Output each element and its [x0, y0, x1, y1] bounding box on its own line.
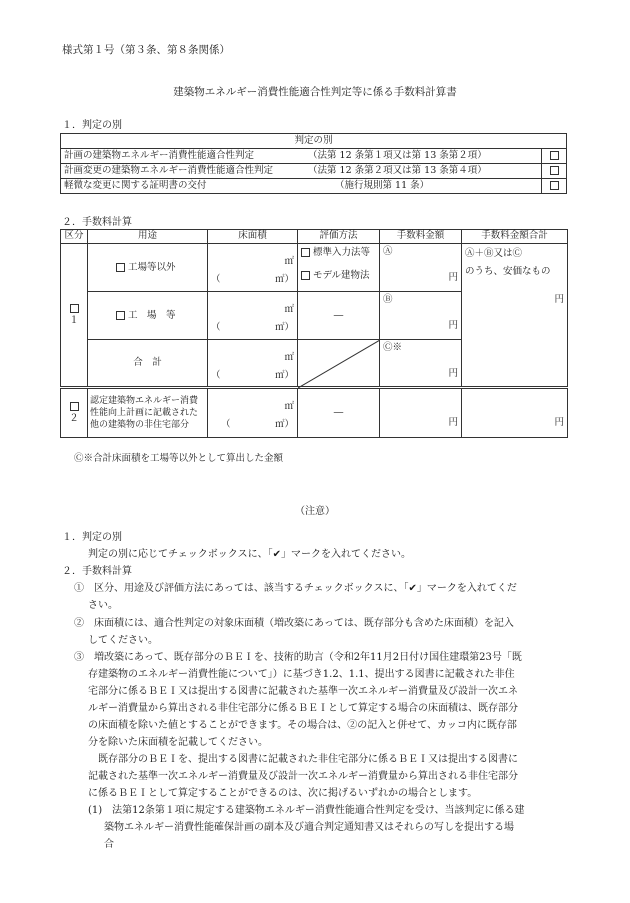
note-sub1-line: 築物エネルギー消費性能確保計画の副本及び適合判定通知書又はそれらの写しを提出する場 — [104, 822, 514, 833]
paren-open: （ — [211, 370, 221, 381]
table-row — [61, 179, 567, 194]
method-standard: 標準入力法等 — [313, 247, 371, 258]
area-unit: ㎡ — [284, 352, 294, 363]
category-number: ２ — [69, 413, 79, 424]
sum-text-1: Ⓐ＋Ⓑ又はⒸ — [465, 248, 523, 259]
method-model: モデル建物法 — [313, 270, 370, 281]
checkbox[interactable] — [550, 181, 559, 190]
fee-mark-c: Ⓒ※ — [383, 342, 403, 353]
judgment-type-table — [60, 133, 567, 194]
checkbox[interactable] — [550, 151, 559, 160]
area-unit: ㎡ — [284, 304, 294, 315]
yen-unit: 円 — [448, 320, 458, 331]
note1-text: 判定の別に応じてチェックボックスに、「✔」マークを入れてください。 — [88, 549, 411, 560]
checkbox[interactable] — [116, 311, 125, 320]
notes-title: （注意） — [295, 506, 335, 517]
note2-heading: ２．手数料計算 — [62, 566, 132, 577]
paren-close: ㎡） — [274, 419, 294, 430]
yen-unit: 円 — [554, 417, 564, 428]
document-title: 建築物エネルギー消費性能適合性判定等に係る手数料計算書 — [173, 86, 457, 98]
note-item1-line: さい。 — [88, 600, 118, 611]
note-item3-line: 宅部分に係るＢＥＩ又は提出する図書に記載された基準一次エネルギー消費量及び設計一次エネ — [88, 686, 518, 697]
checkbox[interactable] — [301, 248, 310, 257]
fee-mark-a: Ⓐ — [383, 246, 393, 257]
yen-unit: 円 — [554, 294, 564, 305]
row-basis: （施行規則第 11 条） — [305, 179, 542, 194]
checkbox[interactable] — [301, 271, 310, 280]
note-item2-line: してください。 — [88, 635, 158, 646]
checkbox[interactable] — [70, 402, 79, 411]
table-row — [61, 164, 567, 179]
checkbox[interactable] — [116, 263, 125, 272]
note-item3-line: の床面積を除いた値とすることができます。その場合は、②の記入と併せて、カッコ内に既存部 — [88, 720, 517, 731]
col-header: 手数料金額合計 — [462, 230, 568, 244]
category-number: １ — [69, 315, 79, 326]
fee-calculation-table — [60, 229, 568, 438]
note-item3-line: 分を除いた床面積を記載してください。 — [88, 737, 268, 748]
row-label: 計画の建築物エネルギー消費性能適合性判定 — [61, 149, 306, 164]
table-row — [61, 149, 567, 164]
note1-heading: １．判定の別 — [62, 532, 122, 543]
note-item3-line: 記載された基準一次エネルギー消費量及び設計一次エネルギー消費量から算出される非住宅部分 — [88, 771, 518, 782]
note-item3-line: 既存部分のＢＥＩを、提出する図書に記載された非住宅部分に係るＢＥＩ又は提出する図書に — [88, 754, 518, 765]
paren-close: ㎡） — [274, 274, 294, 285]
use-label: 工場等以外 — [128, 261, 176, 273]
paren-close: ㎡） — [274, 322, 294, 333]
checkbox[interactable] — [550, 166, 559, 175]
use-label: 工 場 等 — [128, 309, 176, 321]
form-number: 様式第１号（第３条、第８条関係） — [62, 44, 230, 56]
col-header: 手数料金額 — [380, 230, 462, 244]
note-item2-line: ② 床面積には、適合性判定の対象床面積（増改築にあっては、既存部分も含めた床面積）を記入 — [74, 618, 514, 629]
use-label-nonres: 認定建築物エネルギー消費性能向上計画に記載された他の建築物の非住宅部分 — [88, 388, 208, 438]
row-basis: （法第 12 条第１項又は第 13 条第２項） — [305, 149, 542, 164]
paren-close: ㎡） — [274, 370, 294, 381]
note-item3-line: 存建築物のエネルギー消費性能について」）に基づき1.2、1.1、提出する図書に記載された非住 — [88, 669, 515, 680]
method-dash: ― — [298, 388, 380, 438]
judgment-table-header: 判定の別 — [61, 134, 567, 149]
footnote: Ⓒ※合計床面積を工場等以外として算出した金額 — [74, 453, 284, 464]
row-label: 軽微な変更に関する証明書の交付 — [61, 179, 306, 194]
note-sub1-line: 合 — [104, 839, 114, 850]
section1-heading: １．判定の別 — [62, 120, 122, 131]
paren-open: （ — [211, 322, 221, 333]
note-sub1-line: (1) 法第12条第１項に規定する建築物エネルギー消費性能適合性判定を受け、当該判定に係る建 — [88, 805, 525, 816]
use-label-total: 合 計 — [88, 340, 208, 388]
area-unit: ㎡ — [284, 256, 294, 267]
col-header: 区分 — [61, 230, 88, 244]
section2-heading: ２．手数料計算 — [62, 217, 132, 228]
row-label: 計画変更の建築物エネルギー消費性能適合性判定 — [61, 164, 306, 179]
note-item3-line: ③ 増改築にあって、既存部分のＢＥＩを、技術的助言（令和2年11月2日付け国住建環第23号「既 — [74, 652, 522, 663]
paren-open: （ — [221, 419, 231, 430]
note-item1-line: ① 区分、用途及び評価方法にあっては、該当するチェックボックスに、「✔」マークを入れてくだ — [74, 583, 517, 594]
area-unit: ㎡ — [284, 401, 294, 412]
table-row — [61, 388, 568, 438]
diagonal-line — [298, 340, 380, 388]
yen-unit: 円 — [448, 272, 458, 283]
sum-text-2: のうち、安価なもの — [465, 266, 551, 277]
checkbox[interactable] — [70, 304, 79, 313]
col-header: 評価方法 — [298, 230, 380, 244]
paren-open: （ — [211, 274, 221, 285]
table-row — [61, 244, 568, 292]
method-dash: ― — [298, 292, 380, 340]
col-header: 用途 — [88, 230, 208, 244]
note-item3-line: ルギー消費量から算出される非住宅部分に係るＢＥＩとして算定する場合の床面積は、既存部分 — [88, 703, 518, 714]
note-item3-line: に係るＢＥＩとして算定することができるのは、次に掲げるいずれかの場合とします。 — [88, 788, 478, 799]
col-header: 床面積 — [208, 230, 298, 244]
yen-unit: 円 — [448, 417, 458, 428]
row-basis: （法第 12 条第２項又は第 13 条第４項） — [305, 164, 542, 179]
yen-unit: 円 — [448, 368, 458, 379]
fee-mark-b: Ⓑ — [383, 294, 393, 305]
